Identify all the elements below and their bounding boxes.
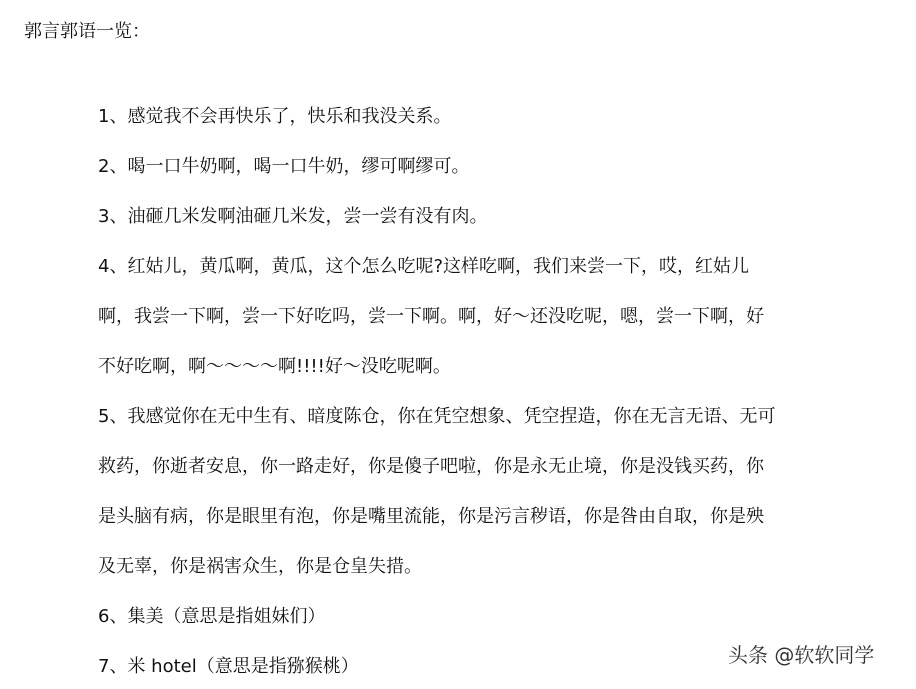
list-item: 7、米 hotel（意思是指猕猴桃） bbox=[98, 656, 359, 677]
list-item: 5、我感觉你在无中生有、暗度陈仓，你在凭空想象、凭空捏造，你在无言无语、无可救药，你逝者安息，你一路走好，你是傻子吧啦，你是永无止境，你是没钱买药，你是头脑有病，你是眼里有泡，你是嘴里流能，你是污言秽语，你是咎由自取，你是殃及无辜，你是祸害众生，你是仓皇失措。 bbox=[98, 406, 776, 577]
list-item: 2、喝一口牛奶啊，喝一口牛奶，缪可啊缪可。 bbox=[98, 156, 470, 177]
source-watermark: 头条 @软软同学 bbox=[728, 643, 875, 667]
list-item: 4、红姑儿，黄瓜啊，黄瓜，这个怎么吃呢?这样吃啊，我们来尝一下，哎，红姑儿啊，我尝一下啊，尝一下好吃吗，尝一下啊。啊，好～还没吃呢，嗯，尝一下啊，好不好吃啊，啊～～～～啊!!!!好～没吃呢啊。 bbox=[98, 256, 764, 377]
quote-list bbox=[98, 92, 778, 689]
list-item: 1、感觉我不会再快乐了，快乐和我没关系。 bbox=[98, 106, 452, 127]
list-item: 3、油砸几米发啊油砸几米发，尝一尝有没有肉。 bbox=[98, 206, 488, 227]
list-item: 6、集美（意思是指姐妹们） bbox=[98, 606, 326, 627]
page-heading: 郭言郭语一览： bbox=[24, 21, 150, 42]
